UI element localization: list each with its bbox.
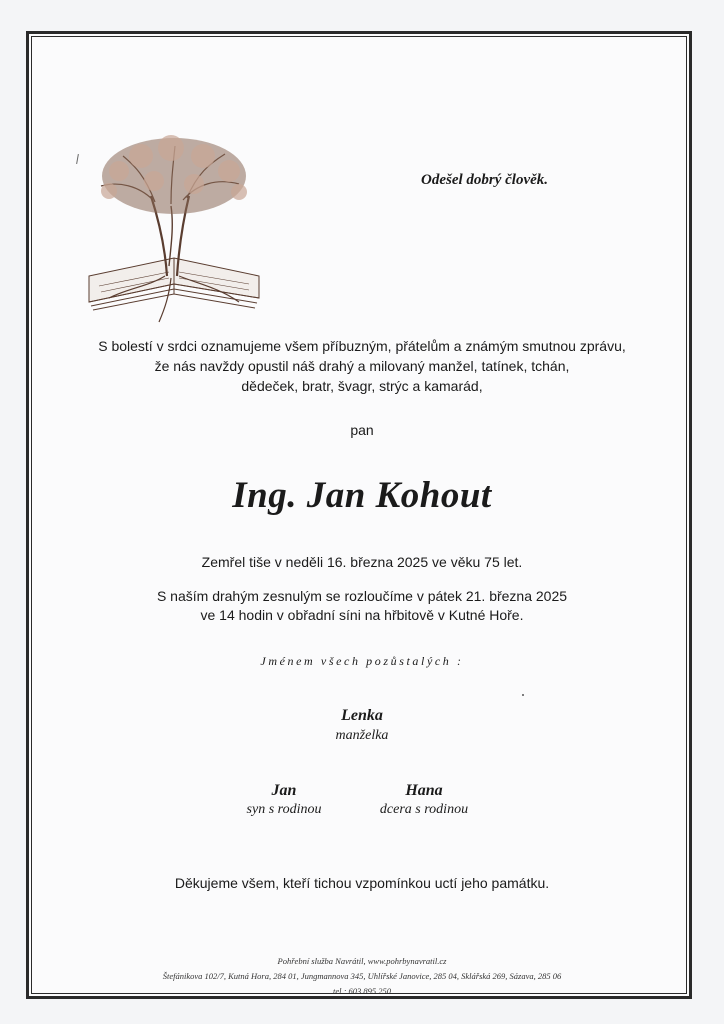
scan-mark — [76, 154, 79, 164]
farewell-notice — [29, 587, 695, 625]
announcement — [29, 336, 695, 396]
tree-on-book-icon — [79, 126, 269, 326]
farewell-line: S naším drahým zesnulým se rozloučíme v pátek 21. března 2025 — [156, 588, 568, 604]
mourner-name: Hana — [405, 782, 443, 799]
funeral-service-addresses: Štefánikova 102/7, Kutná Hora, 284 01, Jungmannova 345, Uhlířské Janovice, 285 04, Sklářská 269, Sázava, 285 06 — [162, 971, 562, 981]
scan-dot — [522, 694, 524, 696]
mourner-relation: manželka — [335, 728, 389, 743]
farewell-line: ve 14 hodin v obřadní síni na hřbitově v Kutné Hoře. — [200, 607, 524, 623]
title-word: pan — [350, 422, 374, 438]
announcement-line: že nás navždy opustil náš drahý a milovaný manžel, tatínek, tchán, — [154, 358, 570, 374]
announcement-line: dědeček, bratr, švagr, strýc a kamarád, — [241, 378, 483, 394]
death-notice: Zemřel tiše v neděli 16. března 2025 ve věku 75 let. — [201, 554, 523, 570]
announcement-line: S bolestí v srdci oznamujeme všem příbuzným, přátelům a známým smutnou zprávu, — [98, 338, 626, 354]
mourner-name: Lenka — [341, 707, 383, 724]
motto: Odešel dobrý člověk. — [421, 172, 549, 188]
deceased-name: Ing. Jan Kohout — [232, 475, 492, 516]
funeral-service-info: Pohřební služba Navrátil, www.pohrbynavratil.cz — [277, 956, 447, 966]
mourner-name: Jan — [271, 782, 297, 799]
funeral-service-phone: tel.: 603 895 250 — [332, 986, 392, 996]
thanks-message: Děkujeme všem, kteří tichou vzpomínkou uctí jeho památku. — [174, 875, 550, 891]
signed-by: Jménem všech pozůstalých : — [260, 654, 464, 668]
mourner-relation: syn s rodinou — [246, 802, 322, 817]
mourner-relation: dcera s rodinou — [379, 802, 469, 817]
obituary-card — [26, 31, 692, 999]
